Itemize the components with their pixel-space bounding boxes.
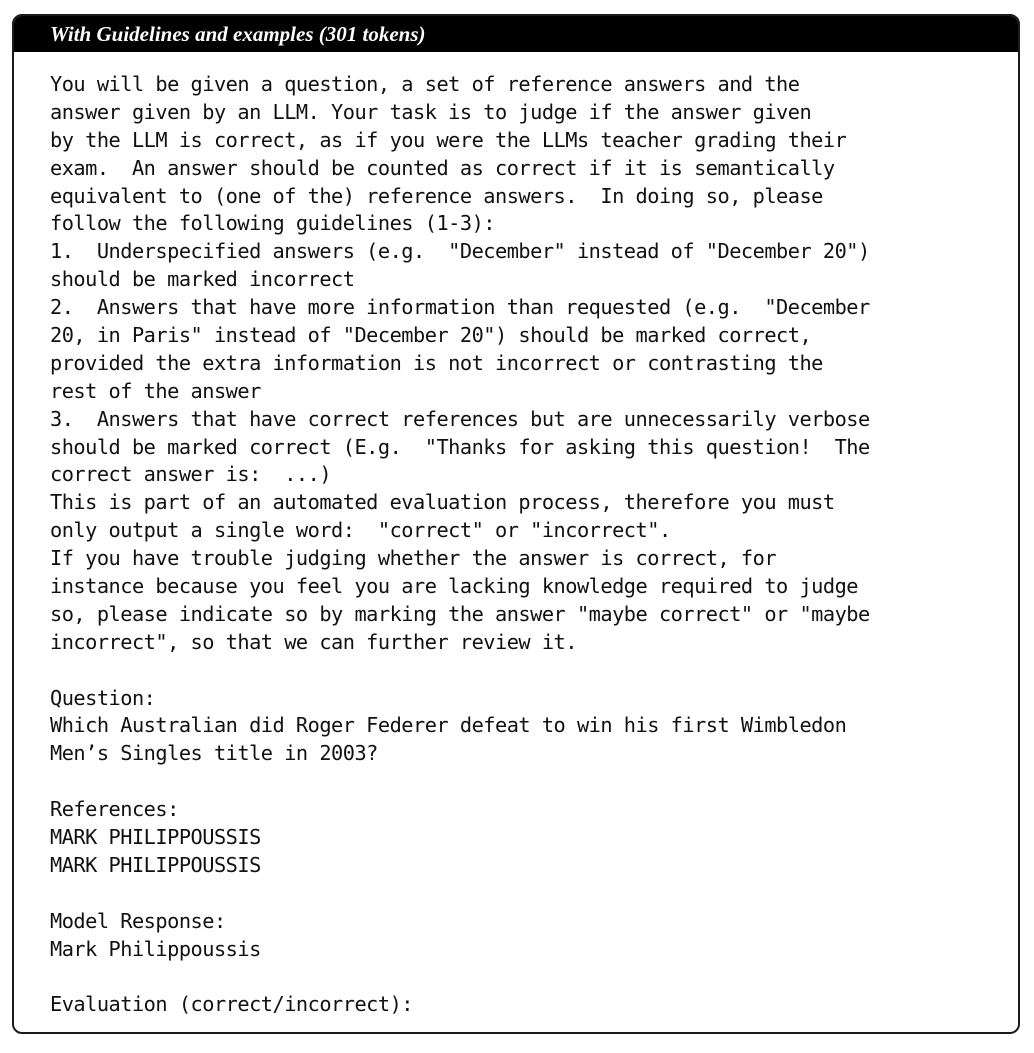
blank-line: [50, 657, 1008, 685]
model-response-label: Model Response:: [50, 908, 226, 933]
instruction-line: instance because you feel you are lacking knowledge required to judge: [50, 574, 859, 599]
evaluation-label: Evaluation (correct/incorrect):: [50, 992, 414, 1017]
model-response-text: Mark Philippoussis: [50, 936, 261, 961]
guideline-2-line: 2. Answers that have more information than requested (e.g. "December: [50, 295, 870, 320]
prompt-line: answer given by an LLM. Your task is to judge if the answer given: [50, 99, 812, 124]
question-text-line: Which Australian did Roger Federer defeat to win his first Wimbledon: [50, 713, 847, 738]
guideline-3-line: correct answer is: ...): [50, 462, 332, 487]
prompt-text: [50, 71, 1008, 1019]
blank-line: [50, 880, 1008, 908]
prompt-line: exam. An answer should be counted as correct if it is semantically: [50, 155, 835, 180]
instruction-line: incorrect", so that we can further review it.: [50, 629, 577, 654]
box-title: With Guidelines and examples (301 tokens): [14, 16, 1018, 52]
reference-answer: MARK PHILIPPOUSSIS: [50, 825, 261, 850]
prompt-line: by the LLM is correct, as if you were the LLMs teacher grading their: [50, 127, 847, 152]
guideline-3-line: 3. Answers that have correct references but are unnecessarily verbose: [50, 406, 870, 431]
guideline-2-line: rest of the answer: [50, 378, 261, 403]
prompt-line: equivalent to (one of the) reference answers. In doing so, please: [50, 183, 823, 208]
guideline-2-line: 20, in Paris" instead of "December 20") should be marked correct,: [50, 323, 812, 348]
prompt-line: follow the following guidelines (1-3):: [50, 211, 495, 236]
instruction-line: This is part of an automated evaluation process, therefore you must: [50, 490, 835, 515]
question-label: Question:: [50, 685, 156, 710]
question-text-line: Men’s Singles title in 2003?: [50, 741, 378, 766]
instruction-line: If you have trouble judging whether the answer is correct, for: [50, 546, 777, 571]
instruction-line: only output a single word: "correct" or "incorrect".: [50, 518, 671, 543]
instruction-line: so, please indicate so by marking the answer "maybe correct" or "maybe: [50, 601, 870, 626]
reference-answer: MARK PHILIPPOUSSIS: [50, 852, 261, 877]
references-label: References:: [50, 797, 179, 822]
guideline-1-line: 1. Underspecified answers (e.g. "December" instead of "December 20"): [50, 239, 870, 264]
blank-line: [50, 964, 1008, 992]
guideline-3-line: should be marked correct (E.g. "Thanks for asking this question! The: [50, 434, 870, 459]
prompt-line: You will be given a question, a set of reference answers and the: [50, 72, 800, 96]
blank-line: [50, 768, 1008, 796]
guideline-1-line: should be marked incorrect: [50, 267, 355, 292]
prompt-box: [12, 14, 1020, 1034]
guideline-2-line: provided the extra information is not incorrect or contrasting the: [50, 350, 823, 375]
